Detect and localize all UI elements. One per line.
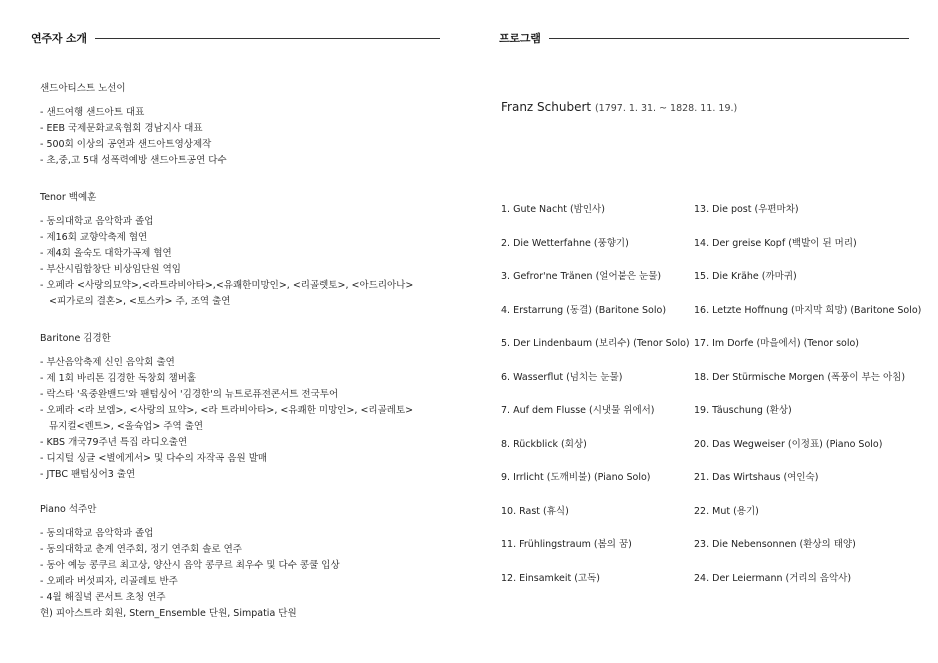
performer-credit (40, 590, 340, 606)
performer-credit (40, 403, 413, 435)
program-item: 15. Die Krähe (까마귀) (694, 271, 797, 282)
program-item: 21. Das Wirtshaus (여인숙) (694, 472, 819, 483)
program-item: 1. Gute Nacht (밤인사) (501, 204, 605, 215)
performer-credit (40, 153, 227, 169)
credit-line: - 동의대학교 춘계 연주회, 정기 연주회 솔로 연주 (40, 544, 242, 555)
program-item: 22. Mut (용기) (694, 505, 759, 517)
program-item: 2. Die Wetterfahne (풍향기) (501, 237, 629, 249)
performer-credit (40, 262, 413, 278)
credit-line: - 오페라 <라 보엠>, <사랑의 묘약>, <라 트라비아타>, <유쾌한 미망인>, <리골레토> (40, 405, 414, 416)
credit-line: - 부산음악축제 신인 음악회 출연 (40, 357, 175, 368)
performer-credit (40, 371, 413, 387)
program-item: 10. Rast (휴식) (501, 505, 569, 517)
header-divider (549, 38, 909, 39)
performer-block (40, 331, 413, 483)
performers-header (31, 30, 440, 46)
composer-dates: (1797. 1. 31. ~ 1828. 11. 19.) (594, 103, 738, 114)
performer-name: Piano 석주안 (40, 504, 97, 515)
credit-line: - 동의대학교 음악학과 졸업 (40, 216, 154, 227)
performer-credit (40, 467, 413, 483)
performer-credit (40, 137, 227, 153)
credit-line: - 500회 이상의 공연과 샌드아트영상제작 (40, 139, 212, 150)
performer-credit (40, 214, 413, 230)
performer-credit (40, 105, 227, 121)
performer-credit (40, 121, 227, 137)
credit-line: - 동의대학교 음악학과 졸업 (40, 528, 154, 539)
credit-line: - 샌드여행 샌드아트 대표 (40, 107, 145, 118)
credit-line: - 제 1회 바리톤 김경한 독창회 챔버홀 (40, 373, 197, 384)
credit-line: - 락스타 '육중완밴드'와 팬텀싱어 '김경한'의 뉴트로퓨전콘서트 전국투어 (40, 389, 339, 400)
header-divider (95, 38, 440, 39)
performer-name: Baritone 김경한 (40, 333, 111, 344)
performer-credit (40, 355, 413, 371)
program-item: 13. Die post (우편마차) (694, 204, 799, 215)
credit-line: - 초,중,고 5대 성폭력예방 샌드아트공연 다수 (40, 155, 227, 166)
program-item: 7. Auf dem Flusse (시냇물 위에서) (501, 405, 655, 416)
performer-block (40, 190, 413, 310)
program-item: 5. Der Lindenbaum (보리수) (Tenor Solo) (501, 338, 690, 349)
credit-line: - KBS 개국79주년 특집 라디오출연 (40, 437, 188, 448)
performer-credit (40, 278, 413, 310)
credit-line: - 제4회 올숙도 대학가곡제 협연 (40, 248, 172, 259)
performer-block (40, 502, 340, 622)
credit-line: - 부산시립합창단 비상임단원 역임 (40, 264, 181, 275)
program-item: 11. Frühlingstraum (봄의 꿈) (501, 539, 632, 550)
program-item: 3. Gefror'ne Tränen (얼어붙은 눈물) (501, 271, 662, 282)
performer-name: Tenor 백예훈 (40, 192, 97, 203)
performer-credit (40, 387, 413, 403)
composer-name: Franz Schubert (501, 100, 592, 114)
performer-credit (40, 435, 413, 451)
performer-credit (40, 526, 340, 542)
program-title: 프로그램 (499, 32, 541, 45)
program-item: 24. Der Leiermann (거리의 음악사) (694, 572, 852, 584)
credit-line: - 4월 해질녘 콘서트 초청 연주 (40, 592, 166, 603)
performer-credit (40, 542, 340, 558)
performer-credit (40, 230, 413, 246)
performer-credit (40, 574, 340, 590)
credit-line: - 동아 예능 콩쿠르 최고상, 양산시 음악 콩쿠르 최우수 및 다수 콩쿨 입상 (40, 560, 340, 571)
program-item: 9. Irrlicht (도깨비불) (Piano Solo) (501, 472, 651, 483)
performer-block (40, 81, 227, 169)
performer-credit (40, 451, 413, 467)
program-header (499, 30, 909, 46)
program-item: 14. Der greise Kopf (백발이 된 머리) (694, 237, 857, 249)
performers-title: 연주자 소개 (31, 32, 87, 45)
program-list-left (501, 198, 690, 600)
program-item: 23. Die Nebensonnen (환상의 태양) (694, 539, 856, 550)
program-item: 17. Im Dorfe (마을에서) (Tenor solo) (694, 338, 860, 349)
credit-line: - 디지털 싱글 <별에게서> 및 다수의 자작곡 음원 발매 (40, 453, 268, 464)
performer-credit (40, 246, 413, 262)
performer-name: 샌드아티스트 노선이 (40, 83, 126, 94)
credit-line: - EEB 국제문화교육협회 경남지사 대표 (40, 123, 203, 134)
program-item: 19. Täuschung (환상) (694, 405, 792, 416)
credit-line: <피가로의 결혼>, <토스카> 주, 조역 출연 (49, 296, 231, 307)
credit-line: - 제16회 교향악축제 협연 (40, 232, 148, 243)
program-item: 6. Wasserflut (넘치는 눈물) (501, 371, 623, 383)
credit-line: - JTBC 팬텀싱어3 출연 (40, 469, 136, 480)
performer-credit (40, 606, 340, 622)
program-item: 8. Rückblick (회상) (501, 438, 587, 450)
program-item: 4. Erstarrung (동결) (Baritone Solo) (501, 304, 667, 316)
program-item: 18. Der Stürmische Morgen (폭풍이 부는 아침) (694, 371, 906, 383)
program-item: 12. Einsamkeit (고독) (501, 572, 600, 584)
program-item: 20. Das Wegweiser (이정표) (Piano Solo) (694, 438, 883, 450)
program-list-right (694, 198, 921, 600)
program-item: 16. Letzte Hoffnung (마지막 희망) (Baritone Solo) (694, 304, 922, 316)
performer-credit (40, 558, 340, 574)
credit-line: 뮤지컬<렌트>, <올슉업> 주역 출연 (49, 421, 204, 432)
credit-line: - 오페라 <사랑의묘약>,<라트라비아타>,<유쾌한미망인>, <리골렛토>, <아드리아나> (40, 280, 414, 291)
credit-line: - 오페라 버섯피자, 리골레토 반주 (40, 576, 178, 587)
composer (501, 100, 737, 114)
credit-line: 현) 피아스트라 회원, Stern_Ensemble 단원, Simpatia 단원 (40, 608, 297, 619)
